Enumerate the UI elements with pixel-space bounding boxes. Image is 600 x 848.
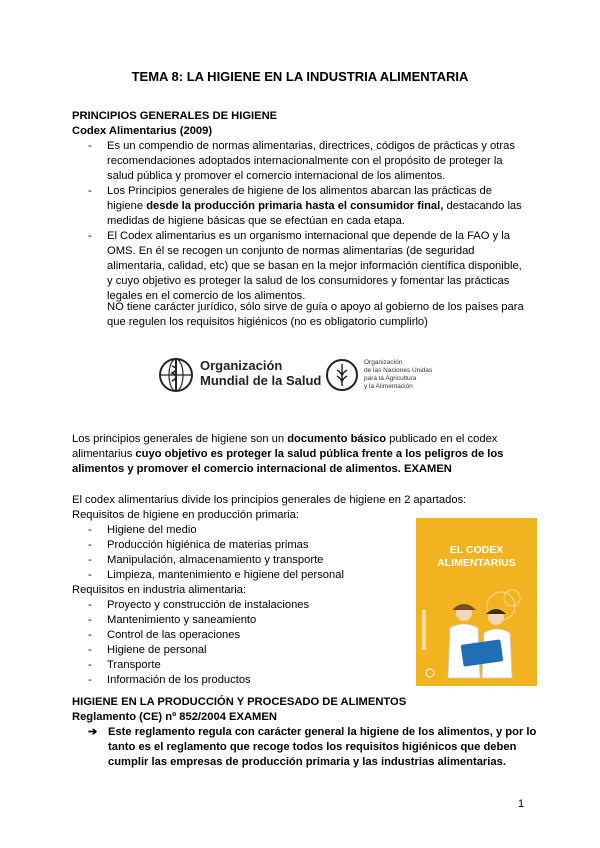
cover-title-line: EL CODEX	[449, 544, 504, 556]
list-item: - Producción higiénica de materias primas	[72, 538, 402, 553]
codex-bullet-list	[72, 139, 527, 304]
list-item	[72, 139, 527, 184]
list-item: - Transporte	[72, 658, 402, 673]
bullet-bold-text: desde la producción primaria hasta el consumidor final,	[146, 200, 444, 212]
cover-title-line: ALIMENTARIUS	[437, 557, 516, 569]
codex-book-cover	[416, 518, 537, 686]
list-item: - Higiene del medio	[72, 523, 402, 538]
regulation-subheading: Reglamento (CE) nº 852/2004 EXAMEN	[72, 711, 277, 723]
bullet-text: El Codex alimentarius es un organismo internacional que depende de la FAO y la OMS. En él se recogen un conjunto de normas alimentarias (de seguridad alimentaria, calidad, etc) que se basan en la mejor información científica disponible, y cuyo objetivo es proteger la salud de los consumidores y fomentar las prácticas legales en el comercio de los alimentos.	[107, 230, 522, 302]
codex-subheading: Codex Alimentarius (2009)	[72, 125, 213, 137]
fao-name-line: para la Agricultura	[364, 375, 417, 382]
para-bold-text: cuyo objetivo es proteger la salud pública frente a los peligros de los alimentos y promover el comercio internacional de alimentos. EXAMEN	[72, 448, 504, 475]
regulation-text: Este reglamento regula con carácter general la higiene de los alimentos, y por lo tanto es el reglamento que recoge todos los requisitos higiénicos que deben cumplir las empresas de producción primaria y las industrias alimentarias.	[108, 726, 537, 768]
fao-name-line: Organización	[364, 359, 403, 366]
req2-list	[72, 598, 402, 688]
page-title: TEMA 8: LA HIGIENE EN LA INDUSTRIA ALIMENTARIA	[131, 69, 469, 84]
paragraph-documento-basico	[72, 432, 534, 477]
list-item: - Proyecto y construcción de instalaciones	[72, 598, 402, 613]
arrow-icon: ➔	[88, 726, 98, 738]
list-item	[72, 229, 527, 304]
list-item: - Manipulación, almacenamiento y transporte	[72, 553, 402, 568]
paragraph-apartados: El codex alimentarius divide los principios generales de higiene en 2 apartados:	[72, 494, 467, 506]
bullet-text: Los Principios generales de higiene de los alimentos abarcan las prácticas de higiene	[107, 185, 492, 212]
para-text: publicado en el codex alimentarius	[72, 433, 498, 460]
list-item: - Higiene de personal	[72, 643, 402, 658]
organization-logos	[158, 354, 448, 396]
list-item: - Limpieza, mantenimiento e higiene del personal	[72, 568, 402, 583]
scientists-illustration-icon	[416, 518, 537, 686]
fao-name-line: y la Alimentación	[364, 383, 413, 390]
list-item: - Control de las operaciones	[72, 628, 402, 643]
who-name-line: Mundial de la Salud	[200, 373, 322, 388]
req1-label: Requisitos de higiene en producción primaria:	[72, 509, 299, 521]
regulation-statement	[88, 725, 538, 770]
section-heading-produccion: HIGIENE EN LA PRODUCCIÓN Y PROCESADO DE ALIMENTOS	[72, 696, 407, 708]
list-item: - Mantenimiento y saneamiento	[72, 613, 402, 628]
req2-label: Requisitos en industria alimentaria:	[72, 584, 247, 596]
para-bold-text: documento básico	[287, 433, 387, 445]
list-item	[72, 184, 527, 229]
page-number: 1	[518, 798, 525, 810]
section-heading-principios: PRINCIPIOS GENERALES DE HIGIENE	[72, 110, 278, 122]
list-item: - Información de los productos	[72, 673, 402, 688]
who-name-line: Organización	[200, 358, 283, 373]
fao-name-line: de las Naciones Unidas	[364, 367, 433, 374]
bullet-text: destacando las medidas de higiene básicas que se efectúan en cada etapa.	[107, 200, 522, 227]
req1-list	[72, 523, 402, 583]
bullet-text: Es un compendio de normas alimentarias, directrices, códigos de prácticas y otras recomendaciones adoptados internacionalmente con el propósito de proteger la salud pública y promover el comercio internacional de los alimentos.	[107, 140, 515, 182]
legal-note: NO tiene carácter jurídico, sólo sirve de guía o apoyo al gobierno de los países para que regulen los requisitos higiénicos (no es obligatorio cumplirlo)	[107, 301, 524, 328]
para-text: Los principios generales de higiene son un	[72, 433, 288, 445]
